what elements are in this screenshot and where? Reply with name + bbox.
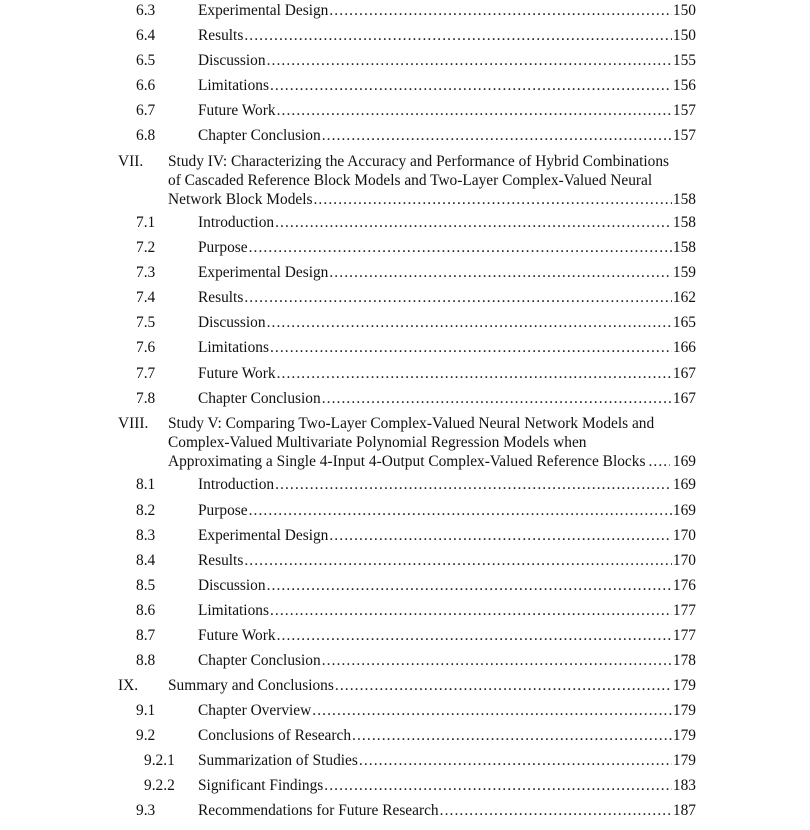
page-number: 183 [672, 777, 696, 794]
section-title: Recommendations for Future Research [198, 802, 439, 819]
section-title: Significant Findings [198, 777, 324, 794]
toc-entry-7-1[interactable] [0, 212, 810, 234]
toc-entry-8-1[interactable] [0, 474, 810, 496]
section-title: Introduction [198, 214, 275, 231]
toc-entry-6-3[interactable] [0, 0, 810, 22]
page-number: 176 [672, 577, 696, 594]
toc-entry-8-7[interactable] [0, 625, 810, 647]
toc-entry-9-2-1[interactable] [0, 750, 810, 772]
page-number: 170 [672, 527, 696, 544]
toc-entry-9-1[interactable] [0, 700, 810, 722]
toc-entry-7-4[interactable] [0, 287, 810, 309]
page-number: 166 [672, 339, 696, 356]
section-title: Limitations [198, 602, 269, 619]
chapter-title-line-1: Study V: Comparing Two-Layer Complex-Valued Neural Network Models and [168, 415, 655, 432]
toc-entry-7-8[interactable] [0, 388, 810, 410]
section-number: 6.4 [136, 27, 156, 44]
section-number: 8.3 [136, 527, 156, 544]
toc-chapter-ix[interactable] [0, 675, 810, 697]
chapter-title-line-2: Complex-Valued Multivariate Polynomial Regression Models when [168, 434, 587, 451]
section-number: 8.1 [136, 476, 156, 493]
section-number: 9.1 [136, 702, 156, 719]
page-number: 156 [672, 77, 696, 94]
section-number: 8.8 [136, 652, 156, 669]
section-title: Future Work [198, 365, 276, 382]
section-title: Results [198, 27, 244, 44]
section-number: 6.8 [136, 127, 156, 144]
page-number: 178 [672, 652, 696, 669]
page-number: 179 [672, 702, 696, 719]
toc-entry-6-7[interactable] [0, 100, 810, 122]
page-number: 187 [672, 802, 696, 819]
section-title: Conclusions of Research [198, 727, 352, 744]
section-number: 8.6 [136, 602, 156, 619]
section-number: 7.4 [136, 289, 156, 306]
chapter-number: IX. [118, 677, 139, 694]
toc-entry-9-2[interactable] [0, 725, 810, 747]
chapter-title-line-3: Approximating a Single 4-Input 4-Output Complex-Valued Reference Blocks [168, 453, 646, 470]
page-number: 165 [672, 314, 696, 331]
toc-entry-8-3[interactable] [0, 525, 810, 547]
section-title: Chapter Conclusion [198, 652, 321, 669]
section-number: 7.7 [136, 365, 156, 382]
chapter-number: VIII. [118, 415, 149, 432]
toc-entry-6-6[interactable] [0, 75, 810, 97]
section-title: Purpose [198, 502, 248, 519]
toc-entry-6-5[interactable] [0, 50, 810, 72]
section-title: Results [198, 552, 244, 569]
page-number: 167 [672, 365, 696, 382]
section-number: 6.5 [136, 52, 156, 69]
section-title: Results [198, 289, 244, 306]
toc-entry-7-2[interactable] [0, 237, 810, 259]
page-number: 177 [672, 627, 696, 644]
toc-entry-6-8[interactable] [0, 125, 810, 147]
toc-entry-7-5[interactable] [0, 312, 810, 334]
section-number: 6.3 [136, 2, 156, 19]
page-number: 155 [672, 52, 696, 69]
page-number: 177 [672, 602, 696, 619]
section-number: 8.5 [136, 577, 156, 594]
toc-entry-7-6[interactable] [0, 337, 810, 359]
page-number: 170 [672, 552, 696, 569]
chapter-number: VII. [118, 153, 144, 170]
section-number: 8.7 [136, 627, 156, 644]
toc-entry-9-2-2[interactable] [0, 775, 810, 797]
section-title: Discussion [198, 314, 266, 331]
section-title: Chapter Overview [198, 702, 312, 719]
section-title: Discussion [198, 52, 266, 69]
page-number: 169 [672, 476, 696, 493]
section-title: Summarization of Studies [198, 752, 358, 769]
chapter-title-line-1: Study IV: Characterizing the Accuracy and Performance of Hybrid Combinations [168, 153, 670, 170]
toc-entry-6-4[interactable] [0, 25, 810, 47]
toc-chapter-vii[interactable] [118, 152, 698, 210]
page-number: 158 [672, 214, 696, 231]
page-number: 169 [672, 502, 696, 519]
section-number: 7.6 [136, 339, 156, 356]
page-number: 157 [672, 127, 696, 144]
page-number: 150 [672, 2, 696, 19]
page-number: 179 [672, 677, 696, 694]
section-title: Chapter Conclusion [198, 127, 321, 144]
page-number: 167 [672, 390, 696, 407]
toc-entry-8-2[interactable] [0, 500, 810, 522]
toc-chapter-viii[interactable] [118, 414, 698, 472]
page-number: 169 [672, 453, 696, 470]
page-number: 157 [672, 102, 696, 119]
section-number: 7.2 [136, 239, 156, 256]
chapter-title: Summary and Conclusions [168, 677, 334, 694]
toc-entry-8-5[interactable] [0, 575, 810, 597]
section-number: 6.6 [136, 77, 156, 94]
section-title: Introduction [198, 476, 275, 493]
section-number: 7.3 [136, 264, 156, 281]
page-number: 150 [672, 27, 696, 44]
toc-entry-8-4[interactable] [0, 550, 810, 572]
toc-entry-7-7[interactable] [0, 363, 810, 385]
toc-entry-7-3[interactable] [0, 262, 810, 284]
section-number: 8.2 [136, 502, 156, 519]
section-title: Future Work [198, 102, 276, 119]
toc-entry-8-6[interactable] [0, 600, 810, 622]
toc-entry-8-8[interactable] [0, 650, 810, 672]
section-number: 7.8 [136, 390, 156, 407]
section-number: 7.1 [136, 214, 156, 231]
section-number: 9.2.1 [144, 752, 175, 769]
section-title: Purpose [198, 239, 248, 256]
page-number: 162 [672, 289, 696, 306]
section-title: Experimental Design [198, 264, 329, 281]
section-title: Experimental Design [198, 2, 329, 19]
page-number: 179 [672, 727, 696, 744]
section-number: 6.7 [136, 102, 156, 119]
page-number: 158 [672, 191, 696, 208]
section-number: 7.5 [136, 314, 156, 331]
section-number: 8.4 [136, 552, 156, 569]
section-title: Discussion [198, 577, 266, 594]
section-title: Limitations [198, 339, 269, 356]
section-title: Future Work [198, 627, 276, 644]
section-number: 9.2 [136, 727, 156, 744]
chapter-title-line-2: of Cascaded Reference Block Models and Two-Layer Complex-Valued Neural [168, 172, 653, 189]
section-number: 9.2.2 [144, 777, 175, 794]
chapter-title-line-3: Network Block Models [168, 191, 313, 208]
page-number: 158 [672, 239, 696, 256]
toc-entry-9-3[interactable] [0, 800, 810, 822]
section-title: Chapter Conclusion [198, 390, 321, 407]
section-title: Experimental Design [198, 527, 329, 544]
section-title: Limitations [198, 77, 269, 94]
page-number: 159 [672, 264, 696, 281]
page-number: 179 [672, 752, 696, 769]
section-number: 9.3 [136, 802, 156, 819]
